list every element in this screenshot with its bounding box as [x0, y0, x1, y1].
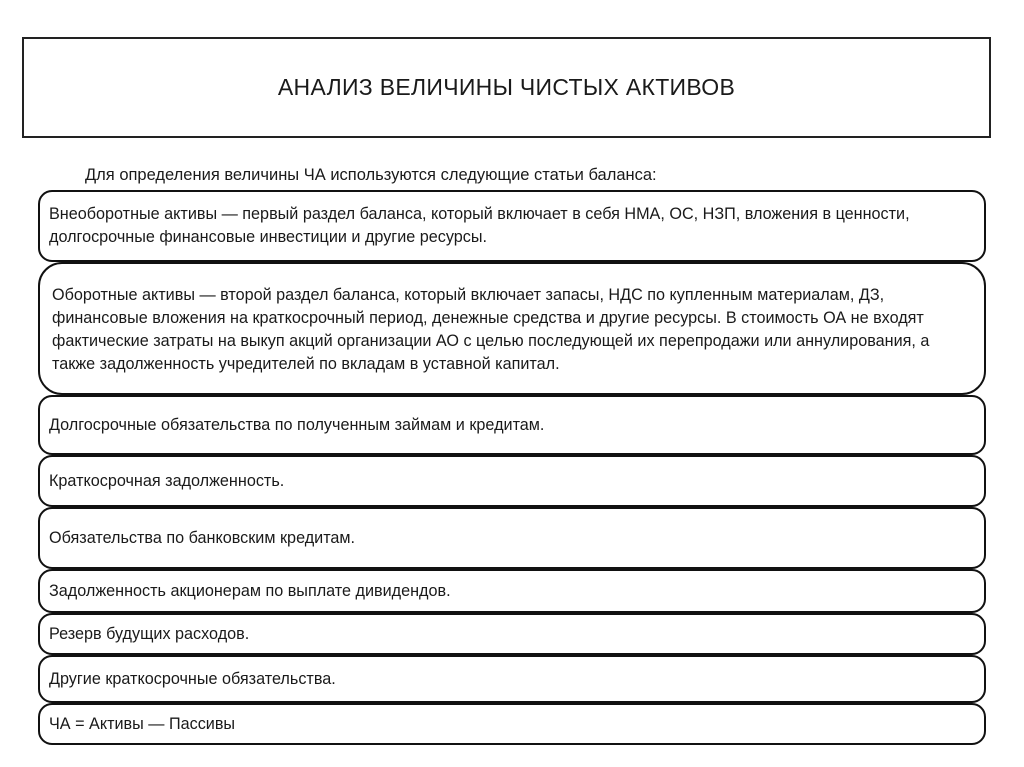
- list-item-dividends-debt: [38, 569, 986, 613]
- intro-text: Для определения величины ЧА используются следующие статьи баланса:: [85, 166, 657, 184]
- list-item-text: Внеоборотные активы — первый раздел баланса, который включает в себя НМА, ОС, НЗП, вложения в ценности, долгосрочные финансовые инвестиции и другие ресурсы.: [49, 205, 910, 246]
- list-item-bank-loans: [38, 507, 986, 569]
- list-item-text: Оборотные активы — второй раздел баланса, который включает запасы, НДС по купленным материалам, ДЗ, финансовые вложения на краткосрочный период, денежные средства и другие ресурсы. В стоимость ОА не входят фактические затраты на выкуп акций организации АО с целью последующей их перепродажи или аннулирования, а также задолженность учредителей по вкладам в уставной капитал.: [52, 286, 930, 373]
- list-item-text: Задолженность акционерам по выплате дивидендов.: [49, 581, 451, 600]
- title-box: [22, 37, 991, 138]
- list-item-long-term-liabilities: [38, 395, 986, 455]
- list-item-text: Долгосрочные обязательства по полученным займам и кредитам.: [49, 415, 545, 434]
- list-item-text: Резерв будущих расходов.: [49, 624, 250, 643]
- list-item-other-short-term-liabilities: [38, 655, 986, 703]
- page-title: АНАЛИЗ ВЕЛИЧИНЫ ЧИСТЫХ АКТИВОВ: [277, 74, 736, 100]
- list-item-non-current-assets: [38, 190, 986, 262]
- list-item-text: Другие краткосрочные обязательства.: [49, 669, 336, 688]
- list-item-text: Краткосрочная задолженность.: [49, 471, 285, 490]
- list-item-current-assets: [38, 262, 986, 395]
- list-item-short-term-debt: [38, 455, 986, 507]
- list-item-text: ЧА = Активы — Пассивы: [49, 714, 236, 733]
- list-item-text: Обязательства по банковским кредитам.: [49, 528, 356, 547]
- list-item-net-assets-formula: [38, 703, 986, 745]
- list-item-future-expenses-reserve: [38, 613, 986, 655]
